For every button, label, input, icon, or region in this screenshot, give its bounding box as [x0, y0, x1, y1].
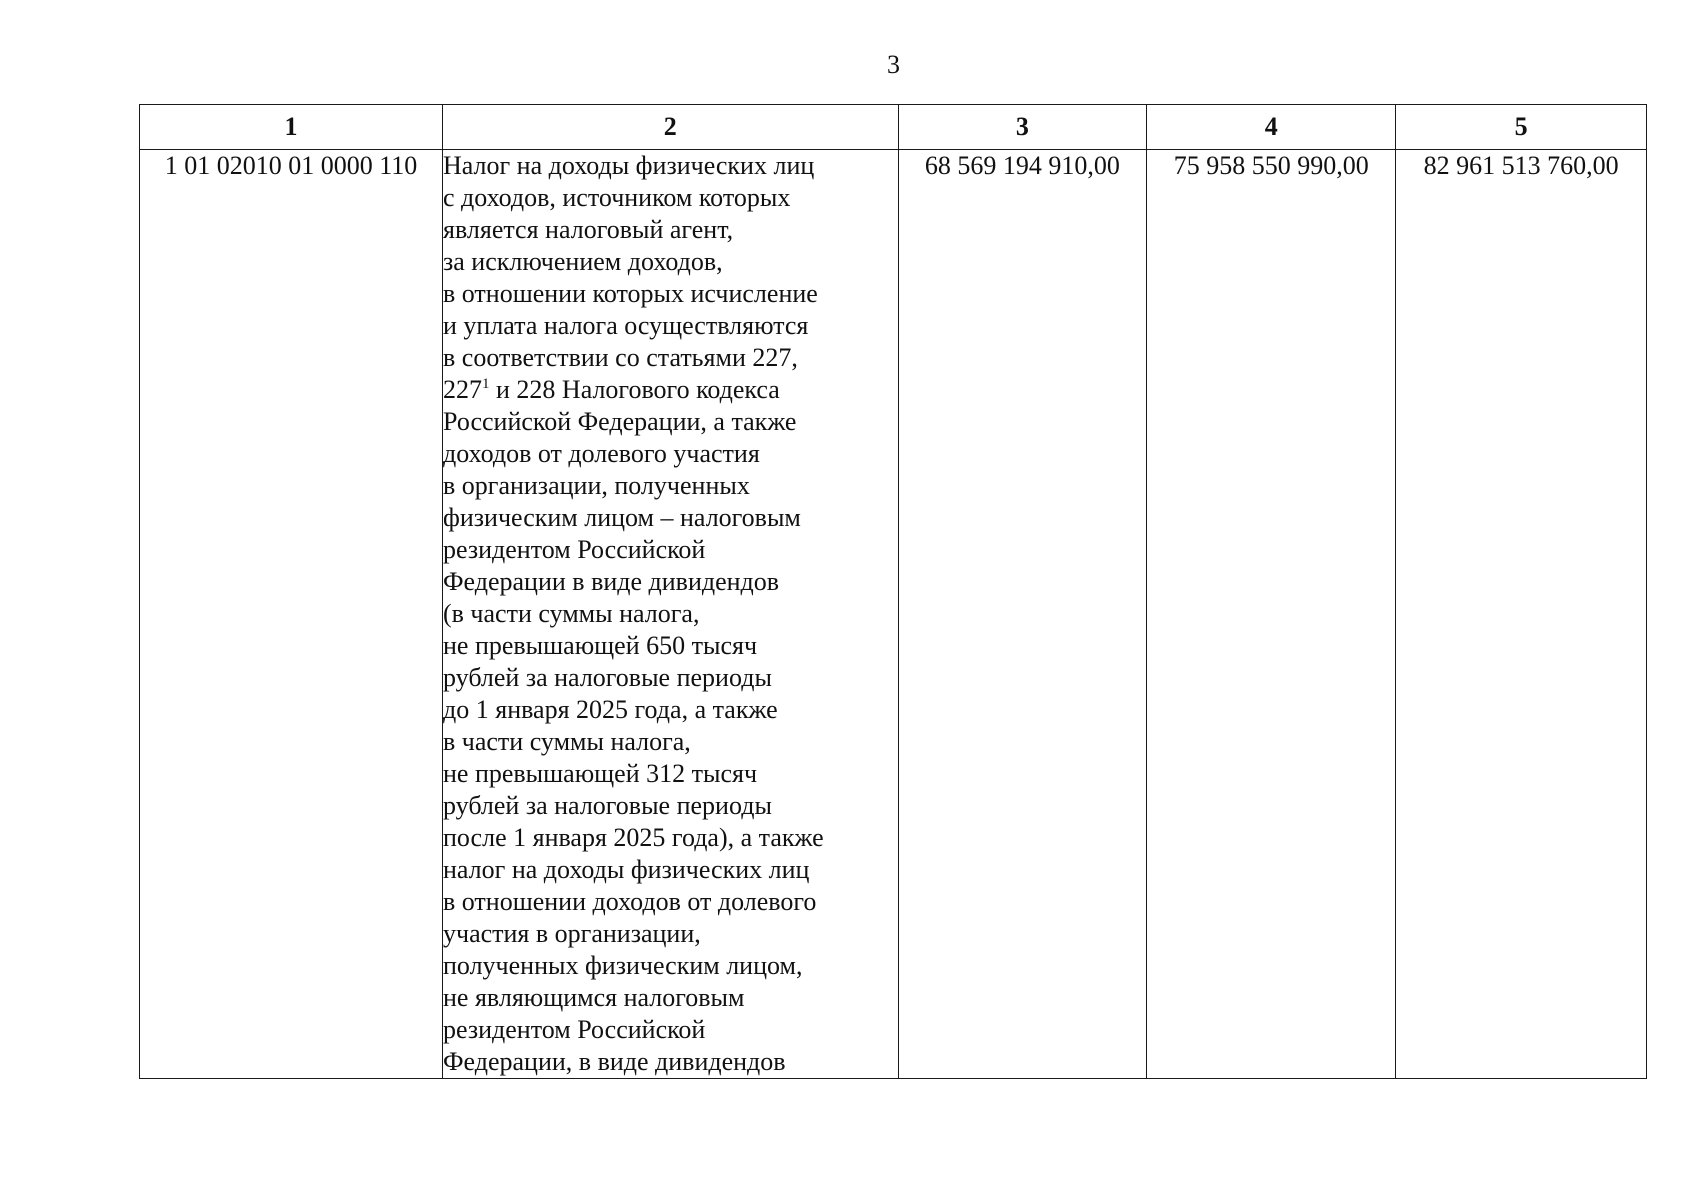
income-name-line: участия в организации,	[443, 919, 701, 948]
income-name-line: Налог на доходы физических лиц	[443, 151, 815, 180]
income-name-line: после 1 января 2025 года), а также	[443, 823, 824, 852]
article-superscript: 1	[482, 376, 490, 392]
income-name-line: в отношении доходов от долевого	[443, 887, 817, 916]
income-name-line: и уплата налога осуществляются	[443, 311, 809, 340]
budget-table	[139, 104, 1647, 1079]
income-name-line: полученных физическим лицом,	[443, 951, 803, 980]
header-col-1: 1	[140, 105, 443, 150]
income-name	[443, 150, 899, 1079]
income-name-line: рублей за налоговые периоды	[443, 791, 772, 820]
income-name-line: Федерации в виде дивидендов	[443, 567, 780, 596]
income-name-line: в отношении которых исчисление	[443, 279, 818, 308]
income-name-line: в соответствии со статьями 227,	[443, 343, 798, 372]
income-name-line: физическим лицом – налоговым	[443, 503, 801, 532]
amount-col-3: 68 569 194 910,00	[898, 150, 1147, 1079]
income-name-line: Федерации, в виде дивидендов	[443, 1047, 786, 1076]
header-col-5: 5	[1396, 105, 1647, 150]
page-number: 3	[887, 50, 900, 79]
classification-code: 1 01 02010 01 0000 110	[140, 150, 443, 1079]
income-name-line: резидентом Российской	[443, 535, 706, 564]
table-row	[140, 150, 1647, 1079]
income-name-line: рублей за налоговые периоды	[443, 663, 772, 692]
income-name-line: в части суммы налога,	[443, 727, 691, 756]
amount-col-4: 75 958 550 990,00	[1147, 150, 1396, 1079]
income-name-line: резидентом Российской	[443, 1015, 706, 1044]
header-col-4: 4	[1147, 105, 1396, 150]
income-name-line: является налоговый агент,	[443, 215, 734, 244]
header-col-2: 2	[443, 105, 899, 150]
income-name-line: не превышающей 650 тысяч	[443, 631, 758, 660]
income-name-line: доходов от долевого участия	[443, 439, 760, 468]
income-name-line: Российской Федерации, а также	[443, 407, 797, 436]
income-name-line: (в части суммы налога,	[443, 599, 700, 628]
amount-col-5: 82 961 513 760,00	[1396, 150, 1647, 1079]
header-col-3: 3	[898, 105, 1147, 150]
income-name-line: в организации, полученных	[443, 471, 750, 500]
income-name-line: до 1 января 2025 года, а также	[443, 695, 778, 724]
header-row	[140, 105, 1647, 150]
income-name-line: $227^1$ и 228 Налогового кодекса	[443, 375, 780, 404]
income-name-line: налог на доходы физических лиц	[443, 855, 810, 884]
income-name-line: не являющимся налоговым	[443, 983, 745, 1012]
income-name-line: с доходов, источником которых	[443, 183, 791, 212]
income-name-line: не превышающей 312 тысяч	[443, 759, 758, 788]
income-name-line: за исключением доходов,	[443, 247, 723, 276]
